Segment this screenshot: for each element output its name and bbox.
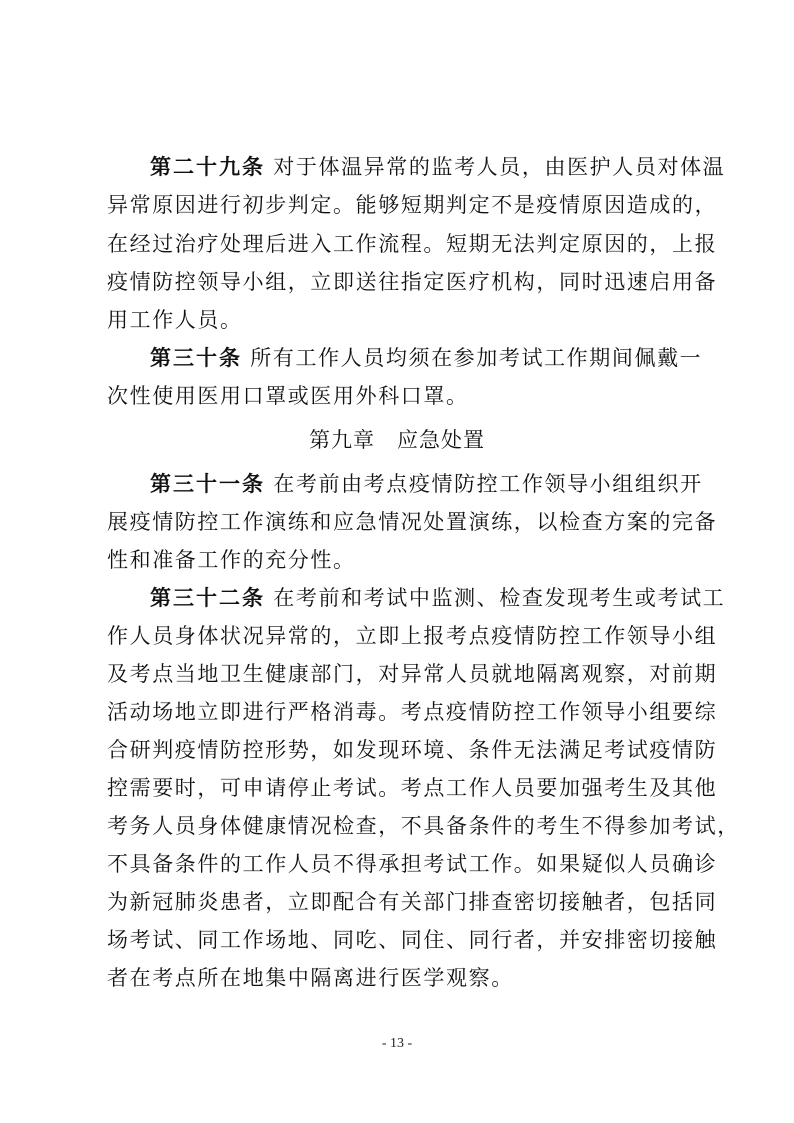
article-32-line-11: 者在考点所在地集中隔离进行医学观察。 bbox=[107, 966, 514, 990]
article-32-line-5: 合研判疫情防控形势，如发现环境、条件无法满足考试疫情防 bbox=[107, 738, 718, 762]
article-29-line-3: 在经过治疗处理后进入工作流程。短期无法判定原因的，上报 bbox=[107, 232, 718, 256]
article-31-label: 第三十一条 bbox=[150, 472, 265, 496]
article-31-line-1 bbox=[150, 466, 703, 502]
article-32-line-7: 考务人员身体健康情况检查，不具备条件的考生不得参加考试， bbox=[107, 814, 740, 838]
article-32-line-6: 控需要时，可申请停止考试。考点工作人员要加强考生及其他 bbox=[107, 776, 718, 800]
article-29-text-1: 对于体温异常的监考人员，由医护人员对体温 bbox=[265, 155, 726, 179]
article-29-label: 第二十九条 bbox=[150, 155, 265, 179]
article-32-line-1 bbox=[150, 580, 726, 616]
article-29-line-2: 异常原因进行初步判定。能够短期判定不是疫情原因造成的， bbox=[107, 193, 718, 217]
article-32-line-3: 及考点当地卫生健康部门，对异常人员就地隔离观察，对前期 bbox=[107, 662, 718, 686]
article-29-line-1 bbox=[150, 149, 726, 185]
article-32-label: 第三十二条 bbox=[150, 586, 265, 610]
article-30-line-1 bbox=[150, 340, 703, 376]
article-32-line-4: 活动场地立即进行严格消毒。考点疫情防控工作领导小组要综 bbox=[107, 700, 718, 724]
article-30-line-2: 次性使用医用口罩或医用外科口罩。 bbox=[107, 384, 469, 408]
page-number: - 13 - bbox=[381, 1036, 413, 1051]
article-29-line-5: 用工作人员。 bbox=[107, 308, 243, 332]
article-32-line-2: 作人员身体状况异常的，立即上报考点疫情防控工作领导小组 bbox=[107, 624, 718, 648]
article-31-text-1: 在考前由考点疫情防控工作领导小组组织开 bbox=[265, 472, 703, 496]
article-32-text-1: 在考前和考试中监测、检查发现考生或考试工 bbox=[265, 586, 726, 610]
article-30-label: 第三十条 bbox=[150, 346, 242, 370]
article-31-line-2: 展疫情防控工作演练和应急情况处置演练，以检查方案的完备 bbox=[107, 510, 718, 534]
article-31-line-3: 性和准备工作的充分性。 bbox=[107, 548, 356, 572]
article-32-line-10: 场考试、同工作场地、同吃、同住、同行者，并安排密切接触 bbox=[107, 928, 718, 952]
article-32-line-8: 不具备条件的工作人员不得承担考试工作。如果疑似人员确诊 bbox=[107, 852, 718, 876]
article-29-line-4: 疫情防控领导小组，立即送往指定医疗机构，同时迅速启用备 bbox=[107, 270, 718, 294]
article-32-line-9: 为新冠肺炎患者，立即配合有关部门排查密切接触者，包括同 bbox=[107, 890, 718, 914]
chapter-9-heading: 第九章 应急处置 bbox=[309, 428, 485, 452]
article-30-text-1: 所有工作人员均须在参加考试工作期间佩戴一 bbox=[242, 346, 703, 370]
